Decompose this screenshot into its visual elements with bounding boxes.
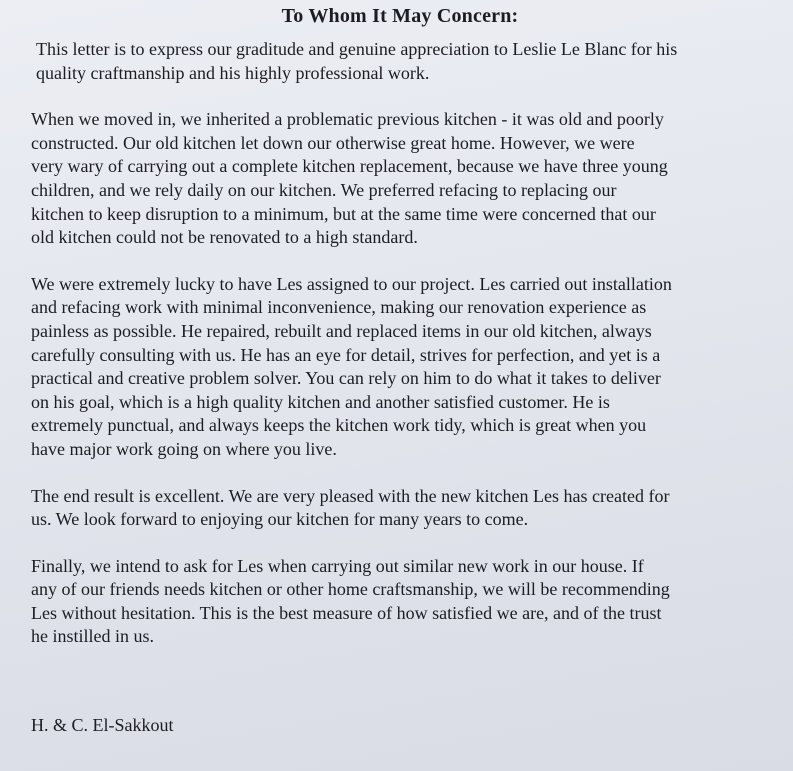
text-line: Les without hesitation. This is the best measure of how satisfied we are, and of the trust bbox=[31, 602, 662, 623]
paragraph-appreciation bbox=[36, 38, 769, 85]
paragraph-end-result bbox=[31, 485, 769, 532]
text-line: constructed. Our old kitchen let down our otherwise great home. However, we were bbox=[31, 132, 635, 153]
letter-signature: H. & C. El-Sakkout bbox=[31, 715, 174, 735]
text-line: have major work going on where you live. bbox=[31, 438, 337, 459]
letter-title: To Whom It May Concern: bbox=[281, 5, 519, 27]
text-line: carefully consulting with us. He has an eye for detail, strives for perfection, and yet is a bbox=[31, 344, 661, 365]
text-line: children, and we rely daily on our kitchen. We preferred refacing to replacing our bbox=[31, 179, 617, 200]
text-line: When we moved in, we inherited a problematic previous kitchen - it was old and poorly bbox=[31, 109, 664, 130]
paragraph-recommendation bbox=[31, 555, 769, 649]
text-line: extremely punctual, and always keeps the kitchen work tidy, which is great when you bbox=[31, 415, 647, 436]
paragraph-project-work bbox=[31, 273, 769, 462]
text-line: kitchen to keep disruption to a minimum, but at the same time were concerned that our bbox=[31, 203, 656, 224]
text-line: and refacing work with minimal inconvenience, making our renovation experience as bbox=[31, 297, 647, 318]
text-line: quality craftmanship and his highly professional work. bbox=[36, 62, 430, 83]
text-line: painless as possible. He repaired, rebuilt and replaced items in our old kitchen, always bbox=[31, 320, 652, 341]
paragraph-previous-kitchen bbox=[31, 108, 769, 250]
text-line: very wary of carrying out a complete kitchen replacement, because we have three young bbox=[31, 156, 668, 177]
text-line: any of our friends needs kitchen or other home craftsmanship, we will be recommending bbox=[31, 579, 670, 600]
text-line: he instilled in us. bbox=[31, 626, 154, 647]
text-line: old kitchen could not be renovated to a high standard. bbox=[31, 227, 418, 248]
text-line: on his goal, which is a high quality kitchen and another satisfied customer. He is bbox=[31, 391, 610, 412]
text-line: Finally, we intend to ask for Les when carrying out similar new work in our house. If bbox=[31, 555, 644, 576]
text-line: practical and creative problem solver. You can rely on him to do what it takes to deliver bbox=[31, 368, 661, 389]
text-line: We were extremely lucky to have Les assigned to our project. Les carried out installation bbox=[31, 273, 672, 294]
text-line: This letter is to express our graditude and genuine appreciation to Leslie Le Blanc for his bbox=[36, 39, 678, 59]
text-line: The end result is excellent. We are very pleased with the new kitchen Les has created for bbox=[31, 485, 670, 506]
text-line: us. We look forward to enjoying our kitchen for many years to come. bbox=[31, 509, 529, 530]
